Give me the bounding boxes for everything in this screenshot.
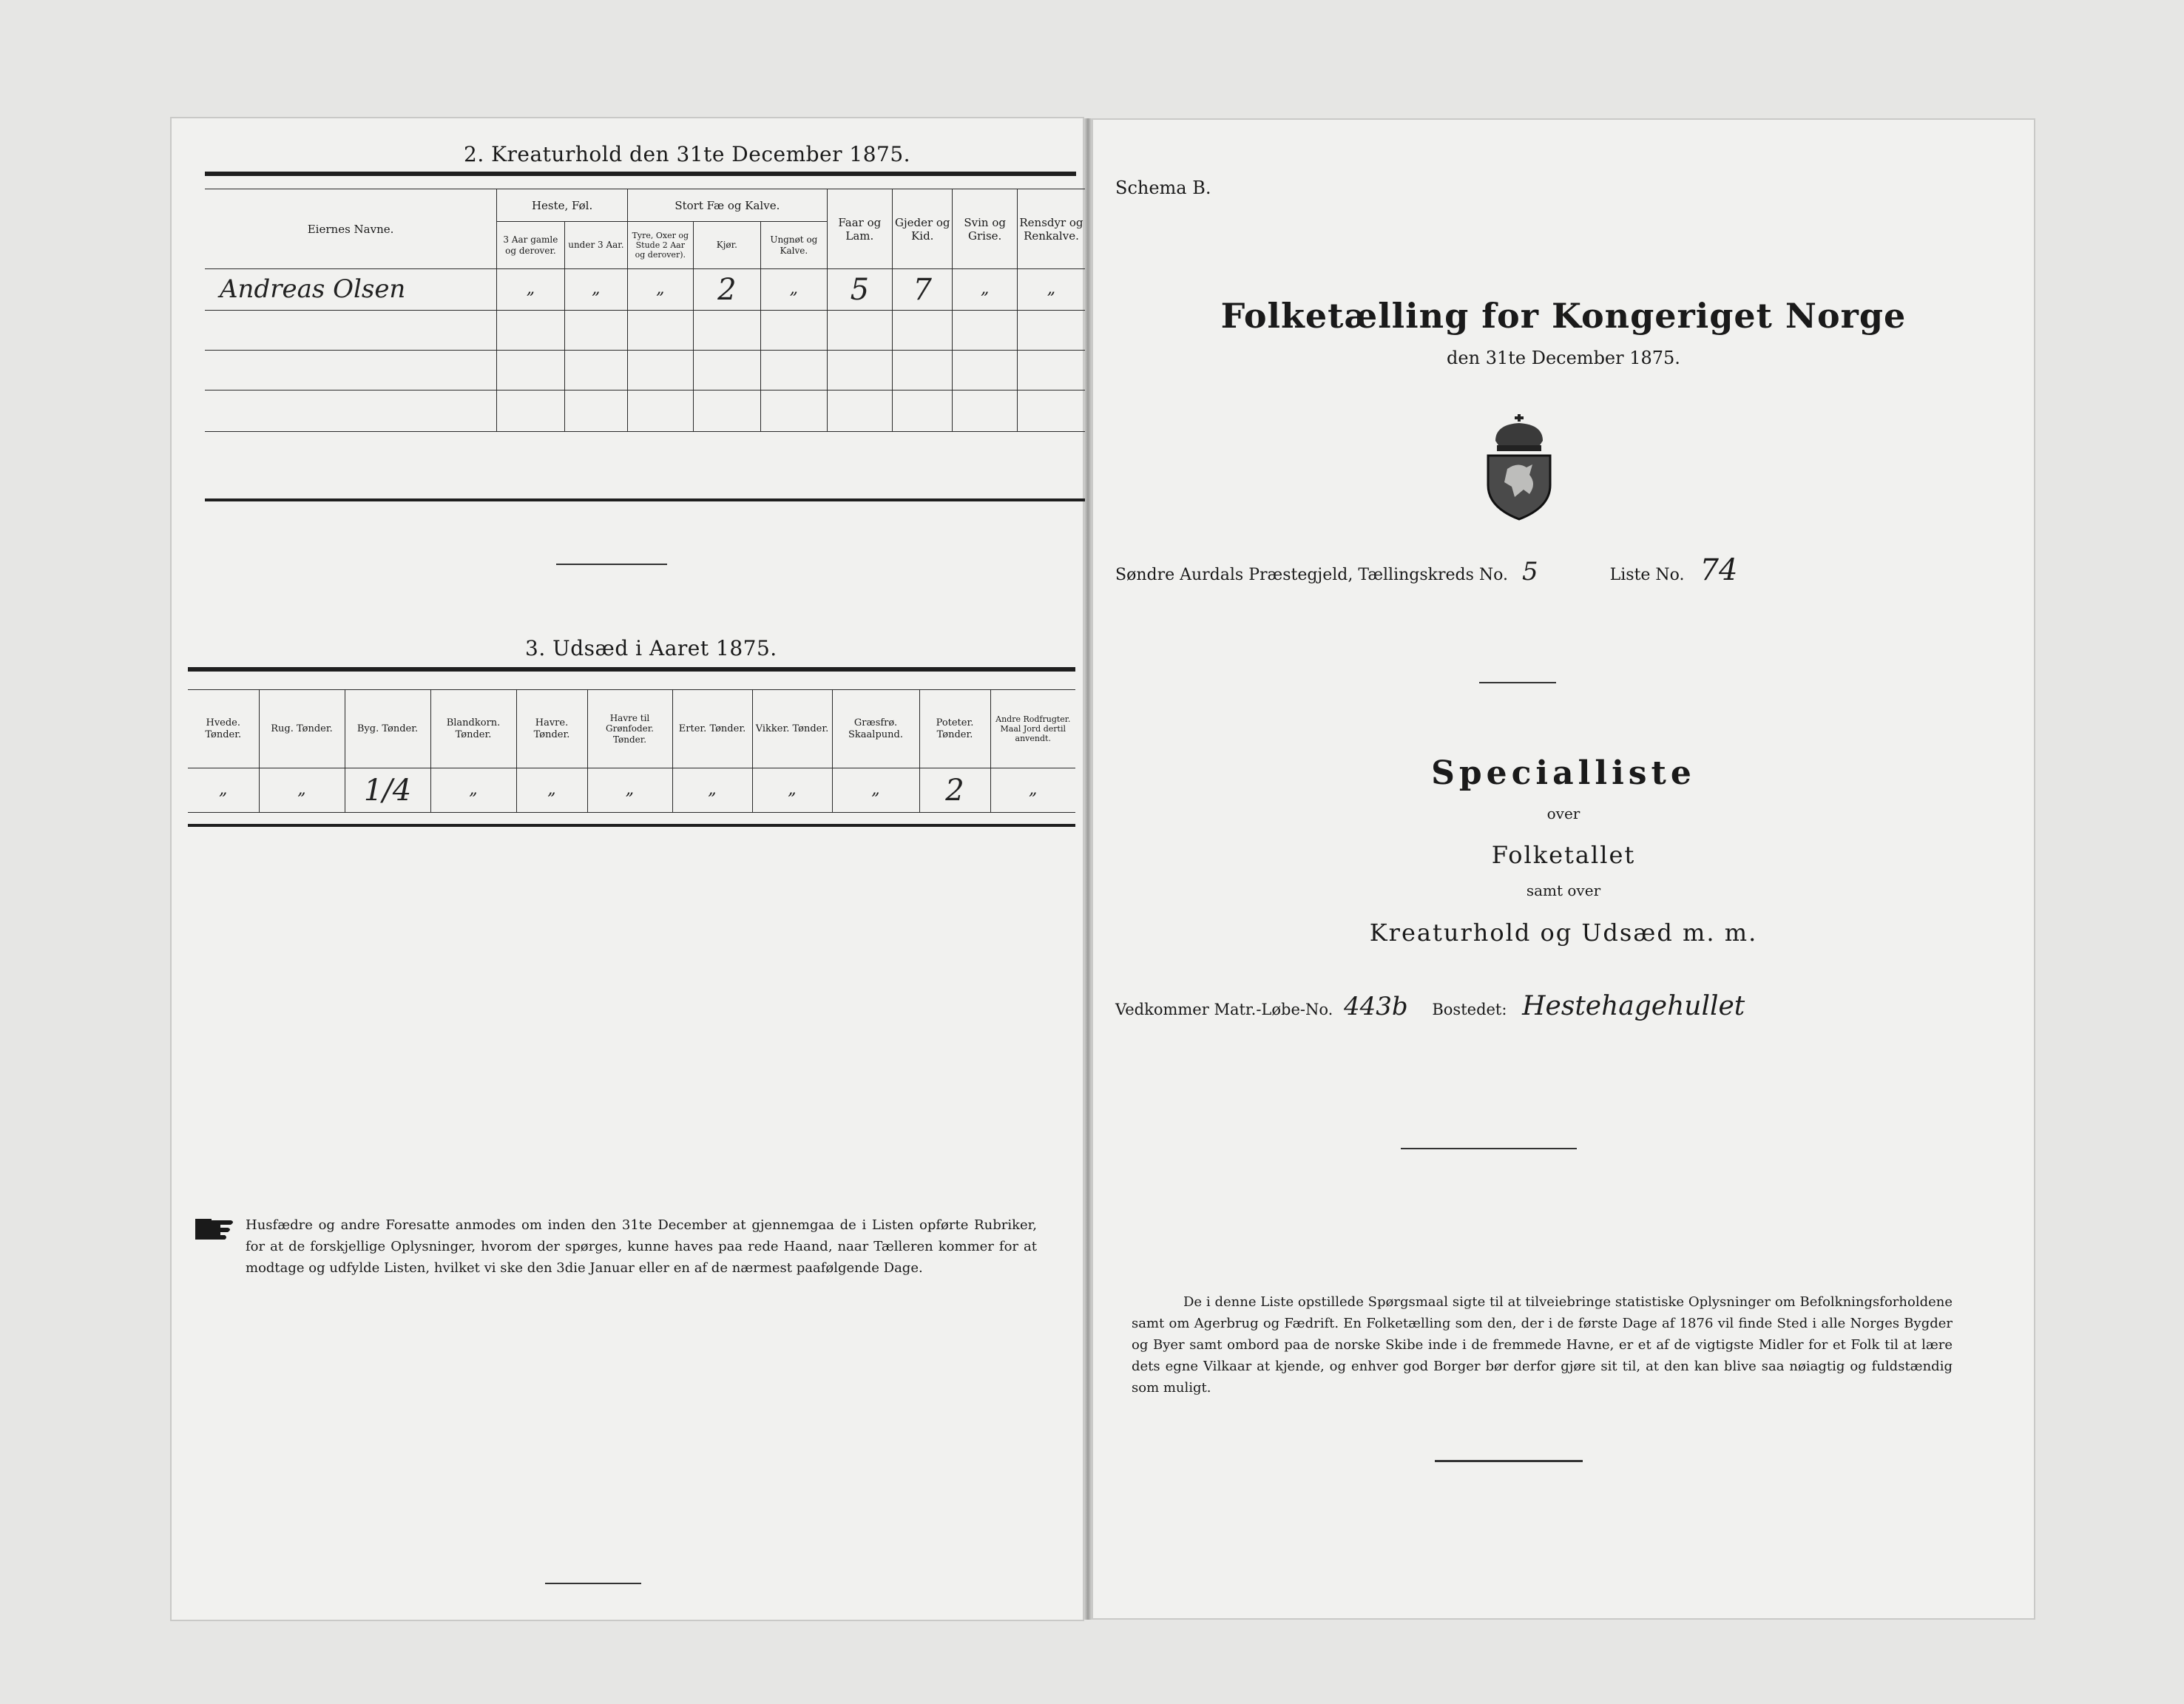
section3-top-rule [188, 667, 1075, 672]
location-line [1115, 553, 1737, 587]
col-poteter: Poteter. Tønder. [919, 690, 990, 768]
norway-coat-of-arms-icon [1478, 413, 1561, 521]
cell-value: 2 [693, 269, 761, 311]
pointing-hand-icon [194, 1214, 237, 1244]
section3-bottom-rule [188, 824, 1075, 827]
col-kjor: Kjør. [693, 222, 761, 269]
section2-title: 2. Kreaturhold den 31te December 1875. [464, 142, 911, 166]
col-svin: Svin og Grise. [953, 189, 1017, 269]
cell-value: 7 [893, 269, 953, 311]
matr-label: Vedkommer Matr.-Løbe-No. [1115, 1001, 1333, 1018]
section2-top-rule [205, 172, 1076, 176]
liste-number: 74 [1700, 553, 1738, 587]
col-erter: Erter. Tønder. [672, 690, 752, 768]
cell-value: „ [990, 768, 1075, 813]
cell-value: „ [672, 768, 752, 813]
bosted-value: Hestehagehullet [1522, 991, 1745, 1021]
col-hvede: Hvede. Tønder. [188, 690, 259, 768]
col-graesfro: Græsfrø. Skaalpund. [832, 690, 919, 768]
page-fold [1084, 118, 1092, 1620]
section3-title: 3. Udsæd i Aaret 1875. [525, 636, 777, 660]
cell-value: „ [587, 768, 672, 813]
table-row [188, 768, 1075, 813]
col-blandkorn: Blandkorn. Tønder. [430, 690, 516, 768]
table-row [205, 390, 1085, 432]
col-tyre: Tyre, Oxer og Stude 2 Aar og derover). [628, 222, 693, 269]
divider [545, 1583, 641, 1584]
cell-value: „ [259, 768, 345, 813]
cell-value: „ [953, 269, 1017, 311]
main-subtitle: den 31te December 1875. [1447, 348, 1680, 368]
bosted-label: Bostedet: [1432, 1001, 1507, 1018]
table-row [205, 351, 1085, 390]
divider [1479, 682, 1556, 683]
samt-over-label: samt over [1526, 882, 1601, 899]
divider [556, 564, 667, 565]
cell-value: „ [564, 269, 627, 311]
col-havre-gronfoder: Havre til Grønfoder. Tønder. [587, 690, 672, 768]
location-prefix: Søndre Aurdals Præstegjeld, Tællingskreds No. [1115, 566, 1508, 584]
cell-value: „ [188, 768, 259, 813]
matr-number: 443b [1343, 992, 1408, 1021]
col-gjeder: Gjeder og Kid. [893, 189, 953, 269]
col-rug: Rug. Tønder. [259, 690, 345, 768]
section2-table [205, 189, 1085, 432]
cell-value: „ [430, 768, 516, 813]
cell-value: „ [497, 269, 565, 311]
col-heste-under3: under 3 Aar. [564, 222, 627, 269]
cell-value: „ [752, 768, 832, 813]
col-vikker: Vikker. Tønder. [752, 690, 832, 768]
section2-bottom-rule [205, 498, 1085, 501]
specialliste-heading: Specialliste [1431, 754, 1696, 792]
cell-value: „ [628, 269, 693, 311]
right-page [1093, 120, 2034, 1618]
col-byg: Byg. Tønder. [345, 690, 430, 768]
matr-line [1115, 991, 1745, 1021]
cell-value: „ [516, 768, 587, 813]
col-heste-3aar: 3 Aar gamle og derover. [497, 222, 565, 269]
col-havre: Havre. Tønder. [516, 690, 587, 768]
left-page [172, 118, 1083, 1620]
col-rensdyr: Rensdyr og Renkalve. [1017, 189, 1085, 269]
heste-group-header: Heste, Føl. [497, 189, 628, 222]
cell-value: 5 [827, 269, 892, 311]
table-row [205, 311, 1085, 351]
cell-value: 1/4 [345, 768, 430, 813]
owner-name: Andreas Olsen [205, 269, 497, 311]
owner-col-header: Eiernes Navne. [205, 189, 497, 269]
stort-group-header: Stort Fæ og Kalve. [628, 189, 828, 222]
main-title: Folketælling for Kongeriget Norge [1220, 296, 1907, 336]
liste-label: Liste No. [1609, 566, 1685, 584]
cell-value: „ [1017, 269, 1085, 311]
divider [1435, 1460, 1583, 1462]
divider [1401, 1148, 1577, 1149]
col-andre-rodfrugter: Andre Rodfrugter. Maal Jord dertil anvendt. [990, 690, 1075, 768]
folketallet-heading: Folketallet [1491, 841, 1636, 869]
footnote: Husfædre og andre Foresatte anmodes om inden den 31te December at gjennemgaa de i Listen opførte Rubriker, for at de forskjellige Oplysninger, hvorom der spørges, kunne haves paa rede Haand, naar Tælleren kommer for at modtage og udfylde Listen, hvilket vi ske den 3die Januar eller en af de nærmest paafølgende Dage. [246, 1217, 1037, 1276]
section3-table [188, 689, 1075, 813]
cell-value: „ [832, 768, 919, 813]
over-label: over [1546, 805, 1580, 822]
kreaturhold-heading: Kreaturhold og Udsæd m. m. [1369, 919, 1758, 947]
cell-value: 2 [919, 768, 990, 813]
cell-value: „ [761, 269, 828, 311]
col-ungnot: Ungnøt og Kalve. [761, 222, 828, 269]
kreds-number: 5 [1522, 557, 1538, 586]
schema-label: Schema B. [1115, 178, 1211, 198]
col-faar: Faar og Lam. [827, 189, 892, 269]
table-row [205, 269, 1085, 311]
explanatory-paragraph: De i denne Liste opstillede Spørgsmaal sigte til at tilveiebringe statistiske Oplysninger om Befolkningsforholdene samt om Agerbrug og Fædrift. En Folketælling som den, der i de første Dage af 1876 vil finde Sted i alle Norges Bygder og Byer samt ombord paa de norske Skibe inde i de fremmede Havne, er et af de vigtigste Midler for et Folk til at lære dets egne Vilkaar at kjende, og enhver god Borger bør derfor gjøre sit til, at den kan blive saa nøiagtig og fuldstændig som muligt. [1132, 1294, 1953, 1396]
